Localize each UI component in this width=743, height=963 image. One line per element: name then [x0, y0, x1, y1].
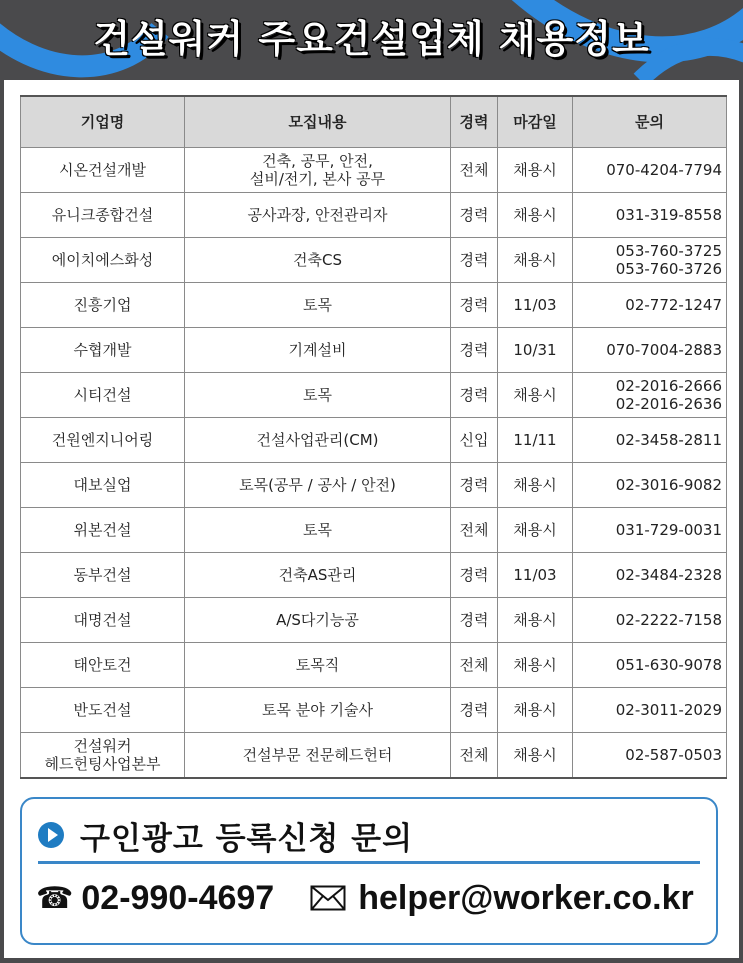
- contact-heading: [38, 815, 413, 855]
- company-cell-text: 에이치에스화성: [51, 251, 154, 269]
- contact-box: [20, 797, 718, 945]
- phone-cell: [573, 598, 727, 643]
- career-cell: 경력: [451, 463, 498, 508]
- deadline-cell: 11/11: [498, 418, 573, 463]
- company-cell: [21, 283, 185, 328]
- company-cell-text: 건설워커: [73, 737, 132, 755]
- career-cell: 경력: [451, 553, 498, 598]
- table-row: [21, 373, 727, 418]
- company-cell-text: 동부건설: [73, 566, 132, 584]
- phone-cell-text[interactable]: 02-2016-2636: [615, 395, 722, 413]
- content-cell-text: 건설부문 전문헤드헌터: [242, 746, 393, 764]
- company-cell: [21, 733, 185, 779]
- phone-cell: [573, 238, 727, 283]
- company-cell: [21, 463, 185, 508]
- phone-cell: [573, 463, 727, 508]
- deadline-cell: 채용시: [498, 463, 573, 508]
- company-cell-text: 유니크종합건설: [51, 206, 154, 224]
- deadline-cell: 10/31: [498, 328, 573, 373]
- column-header-content: 모집내용: [185, 96, 451, 148]
- contact-phone[interactable]: 02-990-4697: [81, 878, 275, 917]
- career-cell: 경력: [451, 328, 498, 373]
- career-cell: 경력: [451, 238, 498, 283]
- company-cell-text: 대명건설: [73, 611, 132, 629]
- career-cell: 경력: [451, 373, 498, 418]
- column-header-contact: 문의: [573, 96, 727, 148]
- content-cell-text: 기계설비: [288, 341, 347, 359]
- content-cell: [185, 598, 451, 643]
- content-cell-text: 토목(공무 / 공사 / 안전): [239, 476, 396, 494]
- phone-cell: [573, 328, 727, 373]
- company-cell: [21, 373, 185, 418]
- company-cell-text: 시온건설개발: [59, 161, 146, 179]
- phone-cell-text[interactable]: 053-760-3726: [615, 260, 722, 278]
- divider: [38, 861, 700, 864]
- header-banner: [0, 0, 743, 80]
- content-cell: [185, 733, 451, 779]
- company-cell: [21, 193, 185, 238]
- company-cell: [21, 238, 185, 283]
- company-cell-text: 위본건설: [73, 521, 132, 539]
- career-cell: 전체: [451, 508, 498, 553]
- company-cell: [21, 553, 185, 598]
- deadline-cell: 채용시: [498, 373, 573, 418]
- phone-cell: [573, 508, 727, 553]
- phone-cell-text[interactable]: 02-2222-7158: [615, 611, 722, 629]
- column-header-company: 기업명: [21, 96, 185, 148]
- content-cell-text: 설비/전기, 본사 공무: [249, 170, 386, 188]
- career-cell: 경력: [451, 688, 498, 733]
- deadline-cell: 채용시: [498, 733, 573, 779]
- phone-cell: [573, 373, 727, 418]
- career-cell: 경력: [451, 193, 498, 238]
- table-row: [21, 193, 727, 238]
- phone-cell-text[interactable]: 070-4204-7794: [606, 161, 722, 179]
- table-row: [21, 238, 727, 283]
- company-cell-text: 헤드헌팅사업본부: [44, 755, 161, 773]
- company-cell: [21, 688, 185, 733]
- company-cell-text: 반도건설: [73, 701, 132, 719]
- phone-cell: [573, 553, 727, 598]
- content-cell: [185, 508, 451, 553]
- career-cell: 신입: [451, 418, 498, 463]
- company-cell: [21, 418, 185, 463]
- phone-cell: [573, 733, 727, 779]
- content-cell: [185, 193, 451, 238]
- content-cell-text: 토목 분야 기술사: [262, 701, 373, 719]
- company-cell: [21, 598, 185, 643]
- phone-cell-text[interactable]: 02-3011-2029: [615, 701, 722, 719]
- phone-cell: [573, 688, 727, 733]
- content-cell: [185, 418, 451, 463]
- mail-icon: [310, 885, 346, 911]
- column-header-deadline: 마감일: [498, 96, 573, 148]
- phone-cell: [573, 418, 727, 463]
- job-table: [20, 95, 727, 779]
- phone-icon: ☎: [36, 880, 74, 916]
- phone-cell-text[interactable]: 070-7004-2883: [606, 341, 722, 359]
- deadline-cell: 11/03: [498, 553, 573, 598]
- career-cell: 경력: [451, 598, 498, 643]
- phone-cell: [573, 148, 727, 193]
- career-cell: 전체: [451, 643, 498, 688]
- contact-email[interactable]: helper@worker.co.kr: [358, 878, 694, 917]
- content-cell-text: A/S다기능공: [276, 611, 359, 629]
- career-cell: 전체: [451, 148, 498, 193]
- content-cell: [185, 643, 451, 688]
- deadline-cell: 채용시: [498, 643, 573, 688]
- deadline-cell: 채용시: [498, 238, 573, 283]
- content-cell: [185, 148, 451, 193]
- deadline-cell: 11/03: [498, 283, 573, 328]
- contact-details: [36, 873, 706, 923]
- company-cell-text: 대보실업: [73, 476, 132, 494]
- content-cell-text: 건설사업관리(CM): [256, 431, 379, 449]
- content-cell-text: 토목: [303, 296, 332, 314]
- phone-cell-text[interactable]: 02-3016-9082: [615, 476, 722, 494]
- content-cell-text: 건축, 공무, 안전,: [262, 152, 373, 170]
- table-row: [21, 553, 727, 598]
- phone-cell: [573, 643, 727, 688]
- phone-cell: [573, 283, 727, 328]
- content-cell: [185, 463, 451, 508]
- deadline-cell: 채용시: [498, 598, 573, 643]
- company-cell-text: 시티건설: [73, 386, 132, 404]
- content-cell-text: 토목: [303, 386, 332, 404]
- company-cell-text: 진흥기업: [73, 296, 132, 314]
- company-cell-text: 수협개발: [73, 341, 132, 359]
- phone-cell-text[interactable]: 02-2016-2666: [615, 377, 722, 395]
- career-cell: 전체: [451, 733, 498, 779]
- phone-cell-text[interactable]: 051-630-9078: [615, 656, 722, 674]
- phone-cell-text[interactable]: 031-319-8558: [615, 206, 722, 224]
- content-cell: [185, 238, 451, 283]
- content-cell-text: 토목직: [295, 656, 340, 674]
- table-row: [21, 283, 727, 328]
- deadline-cell: 채용시: [498, 688, 573, 733]
- phone-cell-text[interactable]: 02-3458-2811: [615, 431, 722, 449]
- content-cell-text: 공사과장, 안전관리자: [247, 206, 388, 224]
- company-cell: [21, 148, 185, 193]
- deadline-cell: 채용시: [498, 193, 573, 238]
- content-cell-text: 건축AS관리: [278, 566, 357, 584]
- table-header-row: [21, 96, 727, 148]
- phone-cell-text[interactable]: 02-3484-2328: [615, 566, 722, 584]
- company-cell: [21, 328, 185, 373]
- content-cell: [185, 688, 451, 733]
- content-page: [4, 80, 739, 958]
- phone-cell-text[interactable]: 031-729-0031: [615, 521, 722, 539]
- company-cell-text: 태안토건: [73, 656, 132, 674]
- phone-cell-text[interactable]: 02-772-1247: [625, 296, 722, 314]
- company-cell: [21, 643, 185, 688]
- career-cell: 경력: [451, 283, 498, 328]
- content-cell: [185, 553, 451, 598]
- table-row: [21, 598, 727, 643]
- play-circle-icon: [38, 822, 64, 848]
- content-cell-text: 토목: [303, 521, 332, 539]
- company-cell-text: 건원엔지니어링: [51, 431, 154, 449]
- table-row: [21, 643, 727, 688]
- deadline-cell: 채용시: [498, 148, 573, 193]
- content-cell: [185, 373, 451, 418]
- table-row: [21, 463, 727, 508]
- page-title: 건설워커 주요건설업체 채용정보: [93, 17, 650, 61]
- content-cell: [185, 283, 451, 328]
- table-row: [21, 148, 727, 193]
- column-header-career: 경력: [451, 96, 498, 148]
- phone-cell-text[interactable]: 02-587-0503: [625, 746, 722, 764]
- content-cell: [185, 328, 451, 373]
- table-row: [21, 688, 727, 733]
- table-row: [21, 418, 727, 463]
- contact-title: 구인광고 등록신청 문의: [80, 820, 414, 857]
- table-row: [21, 328, 727, 373]
- phone-cell: [573, 193, 727, 238]
- deadline-cell: 채용시: [498, 508, 573, 553]
- content-cell-text: 건축CS: [293, 251, 342, 269]
- table-row: [21, 733, 727, 779]
- table-row: [21, 508, 727, 553]
- phone-cell-text[interactable]: 053-760-3725: [615, 242, 722, 260]
- company-cell: [21, 508, 185, 553]
